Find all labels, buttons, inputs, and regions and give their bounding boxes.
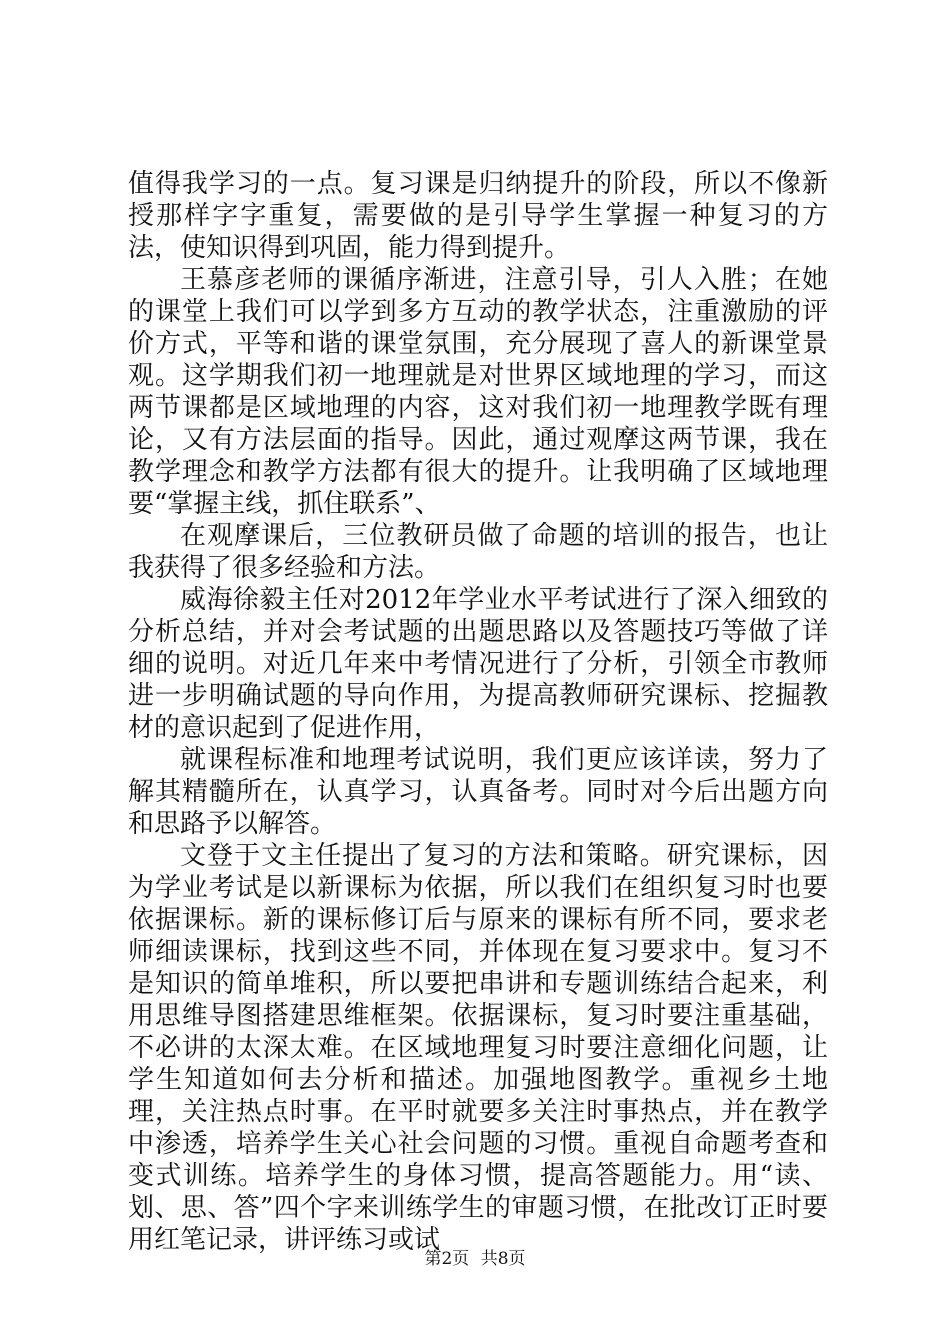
paragraph: 威海徐毅主任对2012年学业水平考试进行了深入细致的分析总结，并对会考试题的出题思路以及答题技巧等做了详细的说明。对近几年来中考情况进行了分析，引领全市教师进一步明确试题的导向作用，为提高教师研究课标、挖掘教材的意识起到了促进作用， — [128, 585, 828, 743]
paragraph: 文登于文主任提出了复习的方法和策略。研究课标，因为学业考试是以新课标为依据，所以我们在组织复习时也要依据课标。新的课标修订后与原来的课标有所不同，要求老师细读课标，找到这些不同，并体现在复习要求中。复习不是知识的简单堆积，所以要把串讲和专题训练结合起来，利用思维导图搭建思维框架。依据课标，复习时要注重基础，不必讲的太深太难。在区域地理复习时要注意细化问题，让学生知道如何去分析和描述。加强地图教学。重视乡土地理，关注热点时事。在平时就要多关注时事热点，并在教学中渗透，培养学生关心社会问题的习惯。重视自命题考查和变式训练。培养学生的身体习惯，提高答题能力。用“读、划、思、答”四个字来训练学生的审题习惯，在批改订正时要用红笔记录，讲评练习或试 — [128, 841, 828, 1255]
page-footer — [0, 1244, 950, 1269]
body-text — [128, 168, 828, 1256]
paragraph: 在观摩课后，三位教研员做了命题的培训的报告，也让我获得了很多经验和方法。 — [128, 521, 828, 583]
paragraph: 王慕彦老师的课循序渐进，注意引导，引人入胜；在她的课堂上我们可以学到多方互动的教学状态，注重激励的评价方式，平等和谐的课堂氛围，充分展现了喜人的新课堂景观。这学期我们初一地理就是对世界区域地理的学习，而这两节课都是区域地理的内容，这对我们初一地理教学既有理论，又有方法层面的指导。因此，通过观摩这两节课，我在教学理念和教学方法都有很大的提升。让我明确了区域地理要“掌握主线，抓住联系”、 — [128, 265, 828, 519]
page-number: 第2页 — [424, 1249, 470, 1269]
paragraph: 就课程标准和地理考试说明，我们更应该详读，努力了解其精髓所在，认真学习，认真备考。同时对今后出题方向和思路予以解答。 — [128, 745, 828, 839]
paragraph: 值得我学习的一点。复习课是归纳提升的阶段，所以不像新授那样字字重复，需要做的是引导学生掌握一种复习的方法，使知识得到巩固，能力得到提升。 — [128, 169, 828, 263]
page-total: 共8页 — [480, 1249, 526, 1269]
